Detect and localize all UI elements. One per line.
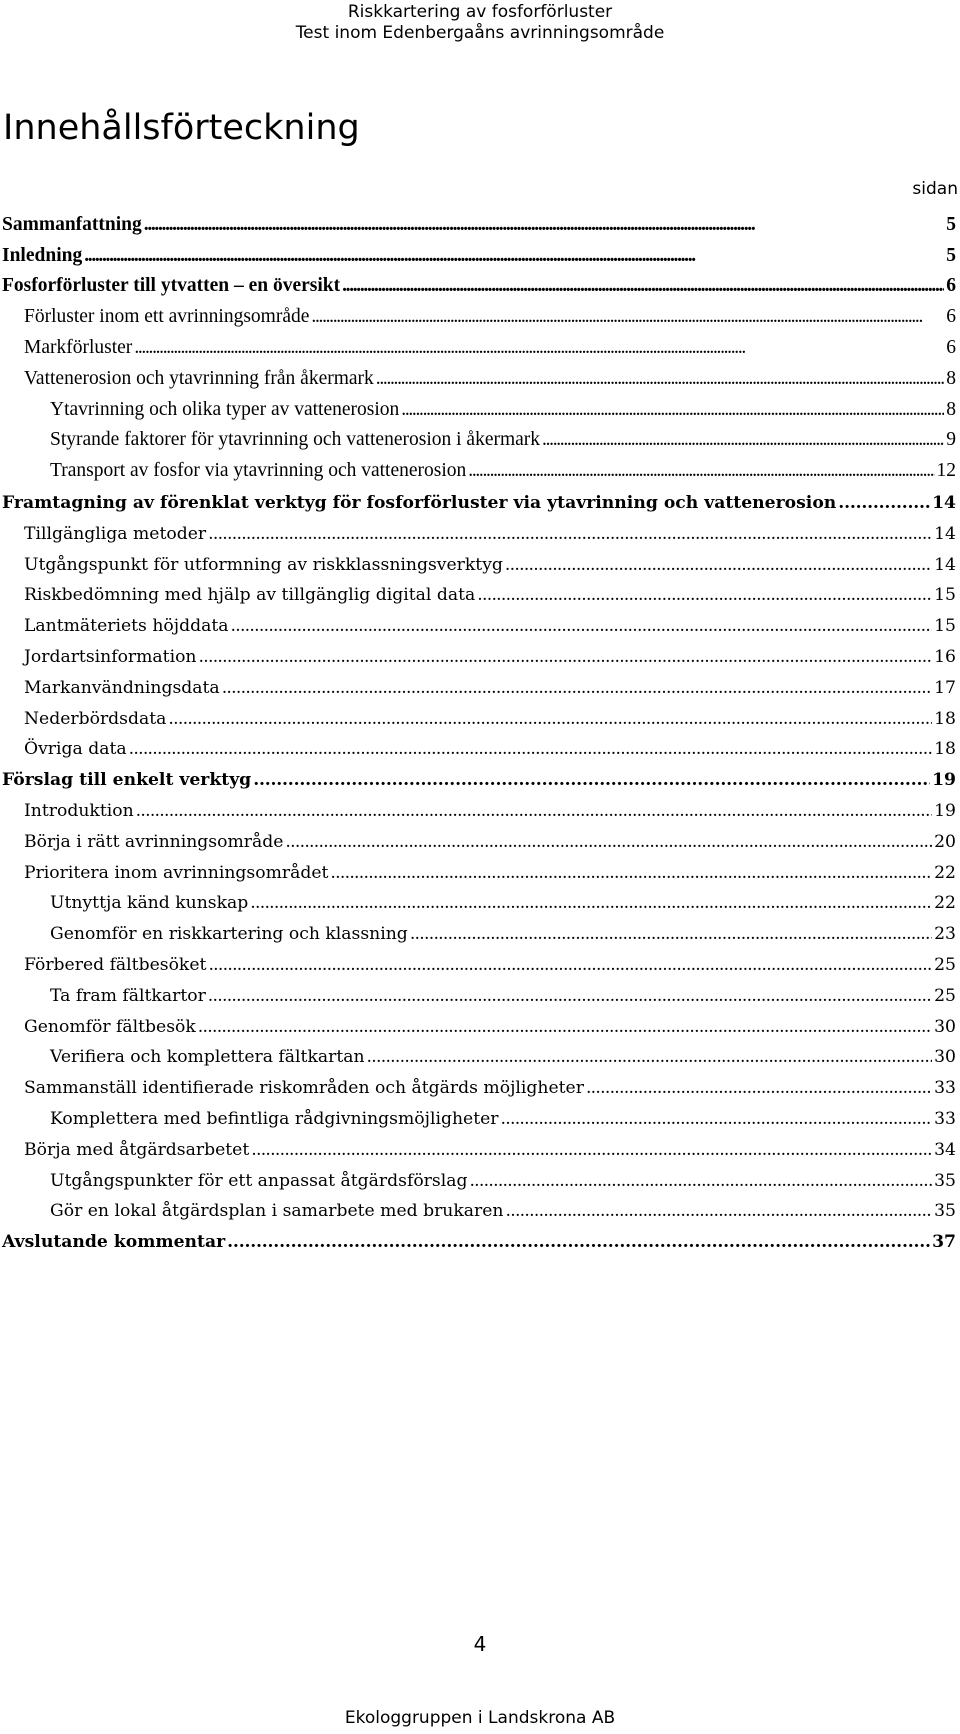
- toc-dot-leader: [376, 368, 944, 390]
- toc-dot-leader: [134, 337, 944, 359]
- toc-entry-page: 9: [946, 429, 956, 451]
- toc-entry-label: Sammanfattning: [2, 213, 142, 235]
- toc-entry[interactable]: [0, 825, 960, 856]
- toc-dot-leader: [208, 524, 932, 544]
- toc-dot-leader: [199, 647, 933, 667]
- toc-entry-label: Börja med åtgärdsarbetet: [24, 1139, 250, 1160]
- toc-entry[interactable]: [0, 301, 960, 332]
- toc-entry-page: 8: [946, 367, 956, 389]
- toc-entry-page: 12: [936, 460, 956, 482]
- toc-entry-label: Fosforförluster till ytvatten – en översikt: [2, 275, 341, 297]
- toc-dot-leader: [401, 399, 944, 421]
- toc-dot-leader: [505, 555, 932, 575]
- toc-entry[interactable]: [0, 609, 960, 640]
- toc-entry[interactable]: [0, 1225, 960, 1256]
- toc-dot-leader: [477, 585, 932, 605]
- toc-entry-page: 18: [934, 708, 956, 729]
- toc-entry-page: 30: [934, 1016, 956, 1037]
- toc-entry-page: 33: [934, 1078, 956, 1099]
- toc-entry-page: 35: [934, 1201, 956, 1222]
- toc-entry-page: 15: [934, 585, 956, 606]
- toc-entry[interactable]: [0, 209, 960, 240]
- toc-entry-page: 30: [934, 1047, 956, 1068]
- toc-entry-page: 19: [934, 800, 956, 821]
- toc-entry[interactable]: [0, 1102, 960, 1133]
- toc-dot-leader: [227, 1232, 930, 1252]
- toc-entry-page: 14: [932, 492, 956, 513]
- toc-dot-leader: [311, 306, 944, 328]
- toc-entry-page: 23: [934, 924, 956, 945]
- toc-entry-page: 5: [946, 213, 956, 235]
- toc-entry-label: Övriga data: [24, 739, 127, 760]
- toc-dot-leader: [168, 709, 932, 729]
- toc-entry[interactable]: [0, 455, 960, 486]
- header-report-title: Riskkartering av fosforförluster: [347, 2, 613, 22]
- toc-dot-leader: [468, 460, 934, 482]
- toc-entry-page: 33: [934, 1108, 956, 1129]
- toc-entry[interactable]: [0, 1133, 960, 1164]
- toc-dot-leader: [129, 739, 932, 759]
- toc-entry-label: Prioritera inom avrinningsområdet: [24, 862, 329, 883]
- toc-entry-label: Förbered fältbesöket: [24, 954, 207, 975]
- toc-dot-leader: [253, 770, 930, 790]
- toc-entry-label: Avslutande kommentar: [2, 1232, 226, 1253]
- toc-entry-label: Ta fram fältkartor: [50, 985, 206, 1006]
- toc-dot-leader: [285, 832, 932, 852]
- toc-entry-label: Lantmäteriets höjddata: [24, 616, 229, 637]
- toc-entry[interactable]: [0, 394, 960, 425]
- toc-entry-page: 6: [946, 336, 956, 358]
- toc-entry-label: Markanvändningsdata: [24, 677, 220, 698]
- toc-dot-leader: [144, 214, 944, 236]
- toc-dot-leader: [231, 616, 933, 636]
- toc-entry-label: Utnyttja känd kunskap: [50, 893, 249, 914]
- toc-dot-leader: [251, 1140, 932, 1160]
- toc-entry-label: Framtagning av förenklat verktyg för fosforförluster via ytavrinning och vattenerosion: [2, 492, 837, 513]
- toc-dot-leader: [410, 924, 932, 944]
- toc-entry-page: 22: [934, 862, 956, 883]
- toc-dot-leader: [506, 1201, 933, 1221]
- toc-dot-leader: [367, 1047, 933, 1067]
- table-of-contents: [0, 209, 960, 1256]
- toc-entry[interactable]: [0, 671, 960, 702]
- header-report-subtitle: Test inom Edenbergaåns avrinningsområde: [295, 23, 665, 43]
- toc-entry[interactable]: [0, 887, 960, 918]
- toc-entry-label: Sammanställ identifierade riskområden och åtgärds möjligheter: [24, 1078, 584, 1099]
- toc-entry-label: Genomför en riskkartering och klassning: [50, 924, 408, 945]
- toc-entry[interactable]: [0, 979, 960, 1010]
- toc-entry-label: Utgångspunkter för ett anpassat åtgärdsförslag: [50, 1170, 468, 1191]
- toc-entry-label: Vattenerosion och ytavrinning från åkermark: [24, 367, 374, 389]
- toc-entry-page: 16: [934, 646, 956, 667]
- toc-entry-label: Komplettera med befintliga rådgivningsmöjligheter: [50, 1108, 499, 1129]
- toc-entry-page: 14: [934, 523, 956, 544]
- toc-dot-leader: [586, 1078, 932, 1098]
- toc-dot-leader: [330, 863, 932, 883]
- toc-dot-leader: [208, 986, 932, 1006]
- toc-entry[interactable]: [0, 1071, 960, 1102]
- toc-dot-leader: [342, 275, 944, 297]
- toc-entry-page: 37: [932, 1232, 956, 1253]
- toc-entry[interactable]: [0, 363, 960, 394]
- toc-entry[interactable]: [0, 1164, 960, 1195]
- toc-entry-label: Genomför fältbesök: [24, 1016, 196, 1037]
- toc-entry[interactable]: [0, 640, 960, 671]
- toc-entry[interactable]: [0, 486, 960, 517]
- toc-entry[interactable]: [0, 517, 960, 548]
- toc-entry[interactable]: [0, 948, 960, 979]
- toc-entry[interactable]: [0, 1041, 960, 1072]
- toc-dot-leader: [250, 893, 932, 913]
- toc-entry-label: Tillgängliga metoder: [24, 523, 207, 544]
- toc-entry-page: 20: [934, 831, 956, 852]
- toc-entry-label: Jordartsinformation: [24, 646, 197, 667]
- toc-entry-page: 22: [934, 893, 956, 914]
- toc-entry-label: Ytavrinning och olika typer av vattenerosion: [50, 398, 400, 420]
- toc-entry[interactable]: [0, 794, 960, 825]
- toc-entry-page: 17: [934, 677, 956, 698]
- page-column-label: sidan: [912, 179, 958, 199]
- toc-entry-page: 25: [934, 985, 956, 1006]
- toc-entry[interactable]: [0, 917, 960, 948]
- toc-entry[interactable]: [0, 425, 960, 456]
- toc-entry-page: 25: [934, 954, 956, 975]
- toc-entry-label: Introduktion: [24, 800, 134, 821]
- toc-entry-page: 15: [934, 616, 956, 637]
- toc-dot-leader: [84, 245, 944, 267]
- toc-entry-page: 8: [946, 398, 956, 420]
- toc-entry[interactable]: [0, 240, 960, 271]
- toc-entry[interactable]: [0, 1195, 960, 1226]
- toc-entry-label: Markförluster: [24, 336, 133, 358]
- toc-dot-leader: [501, 1109, 933, 1129]
- page-footer: Ekologgruppen i Landskrona AB: [344, 1708, 616, 1728]
- toc-entry-label: Nederbördsdata: [24, 708, 167, 729]
- toc-entry[interactable]: [0, 702, 960, 733]
- toc-entry-label: Styrande faktorer för ytavrinning och vattenerosion i åkermark: [50, 429, 541, 451]
- toc-dot-leader: [222, 678, 932, 698]
- toc-entry-page: 6: [946, 275, 956, 297]
- toc-entry[interactable]: [0, 856, 960, 887]
- toc-entry-label: Gör en lokal åtgärdsplan i samarbete med brukaren: [50, 1201, 504, 1222]
- toc-entry-label: Riskbedömning med hjälp av tillgänglig digital data: [24, 585, 476, 606]
- toc-dot-leader: [469, 1171, 932, 1191]
- toc-heading: Innehållsförteckning: [3, 108, 360, 148]
- toc-entry-page: 18: [934, 739, 956, 760]
- toc-entry-page: 14: [934, 554, 956, 575]
- toc-entry[interactable]: [0, 733, 960, 764]
- toc-entry[interactable]: [0, 1010, 960, 1041]
- toc-entry-label: Verifiera och komplettera fältkartan: [50, 1047, 365, 1068]
- page-number: 4: [473, 1632, 487, 1656]
- toc-entry-page: 35: [934, 1170, 956, 1191]
- toc-entry[interactable]: [0, 271, 960, 302]
- toc-entry-label: Förluster inom ett avrinningsområde: [24, 306, 310, 328]
- toc-entry-page: 34: [934, 1139, 956, 1160]
- toc-entry-page: 19: [932, 770, 956, 791]
- toc-entry[interactable]: [0, 763, 960, 794]
- toc-entry-page: 5: [946, 244, 956, 266]
- toc-entry[interactable]: [0, 332, 960, 363]
- toc-dot-leader: [542, 429, 944, 451]
- toc-dot-leader: [198, 1017, 932, 1037]
- toc-entry-label: Förslag till enkelt verktyg: [2, 770, 252, 791]
- toc-entry-label: Börja i rätt avrinningsområde: [24, 831, 284, 852]
- toc-entry-page: 6: [946, 306, 956, 328]
- toc-entry-label: Inledning: [2, 244, 83, 266]
- toc-entry[interactable]: [0, 548, 960, 579]
- toc-dot-leader: [838, 493, 930, 513]
- toc-entry[interactable]: [0, 579, 960, 610]
- toc-entry-label: Utgångspunkt för utformning av riskklassningsverktyg: [24, 554, 503, 575]
- toc-dot-leader: [208, 955, 932, 975]
- toc-entry-label: Transport av fosfor via ytavrinning och vattenerosion: [50, 460, 467, 482]
- toc-dot-leader: [136, 801, 932, 821]
